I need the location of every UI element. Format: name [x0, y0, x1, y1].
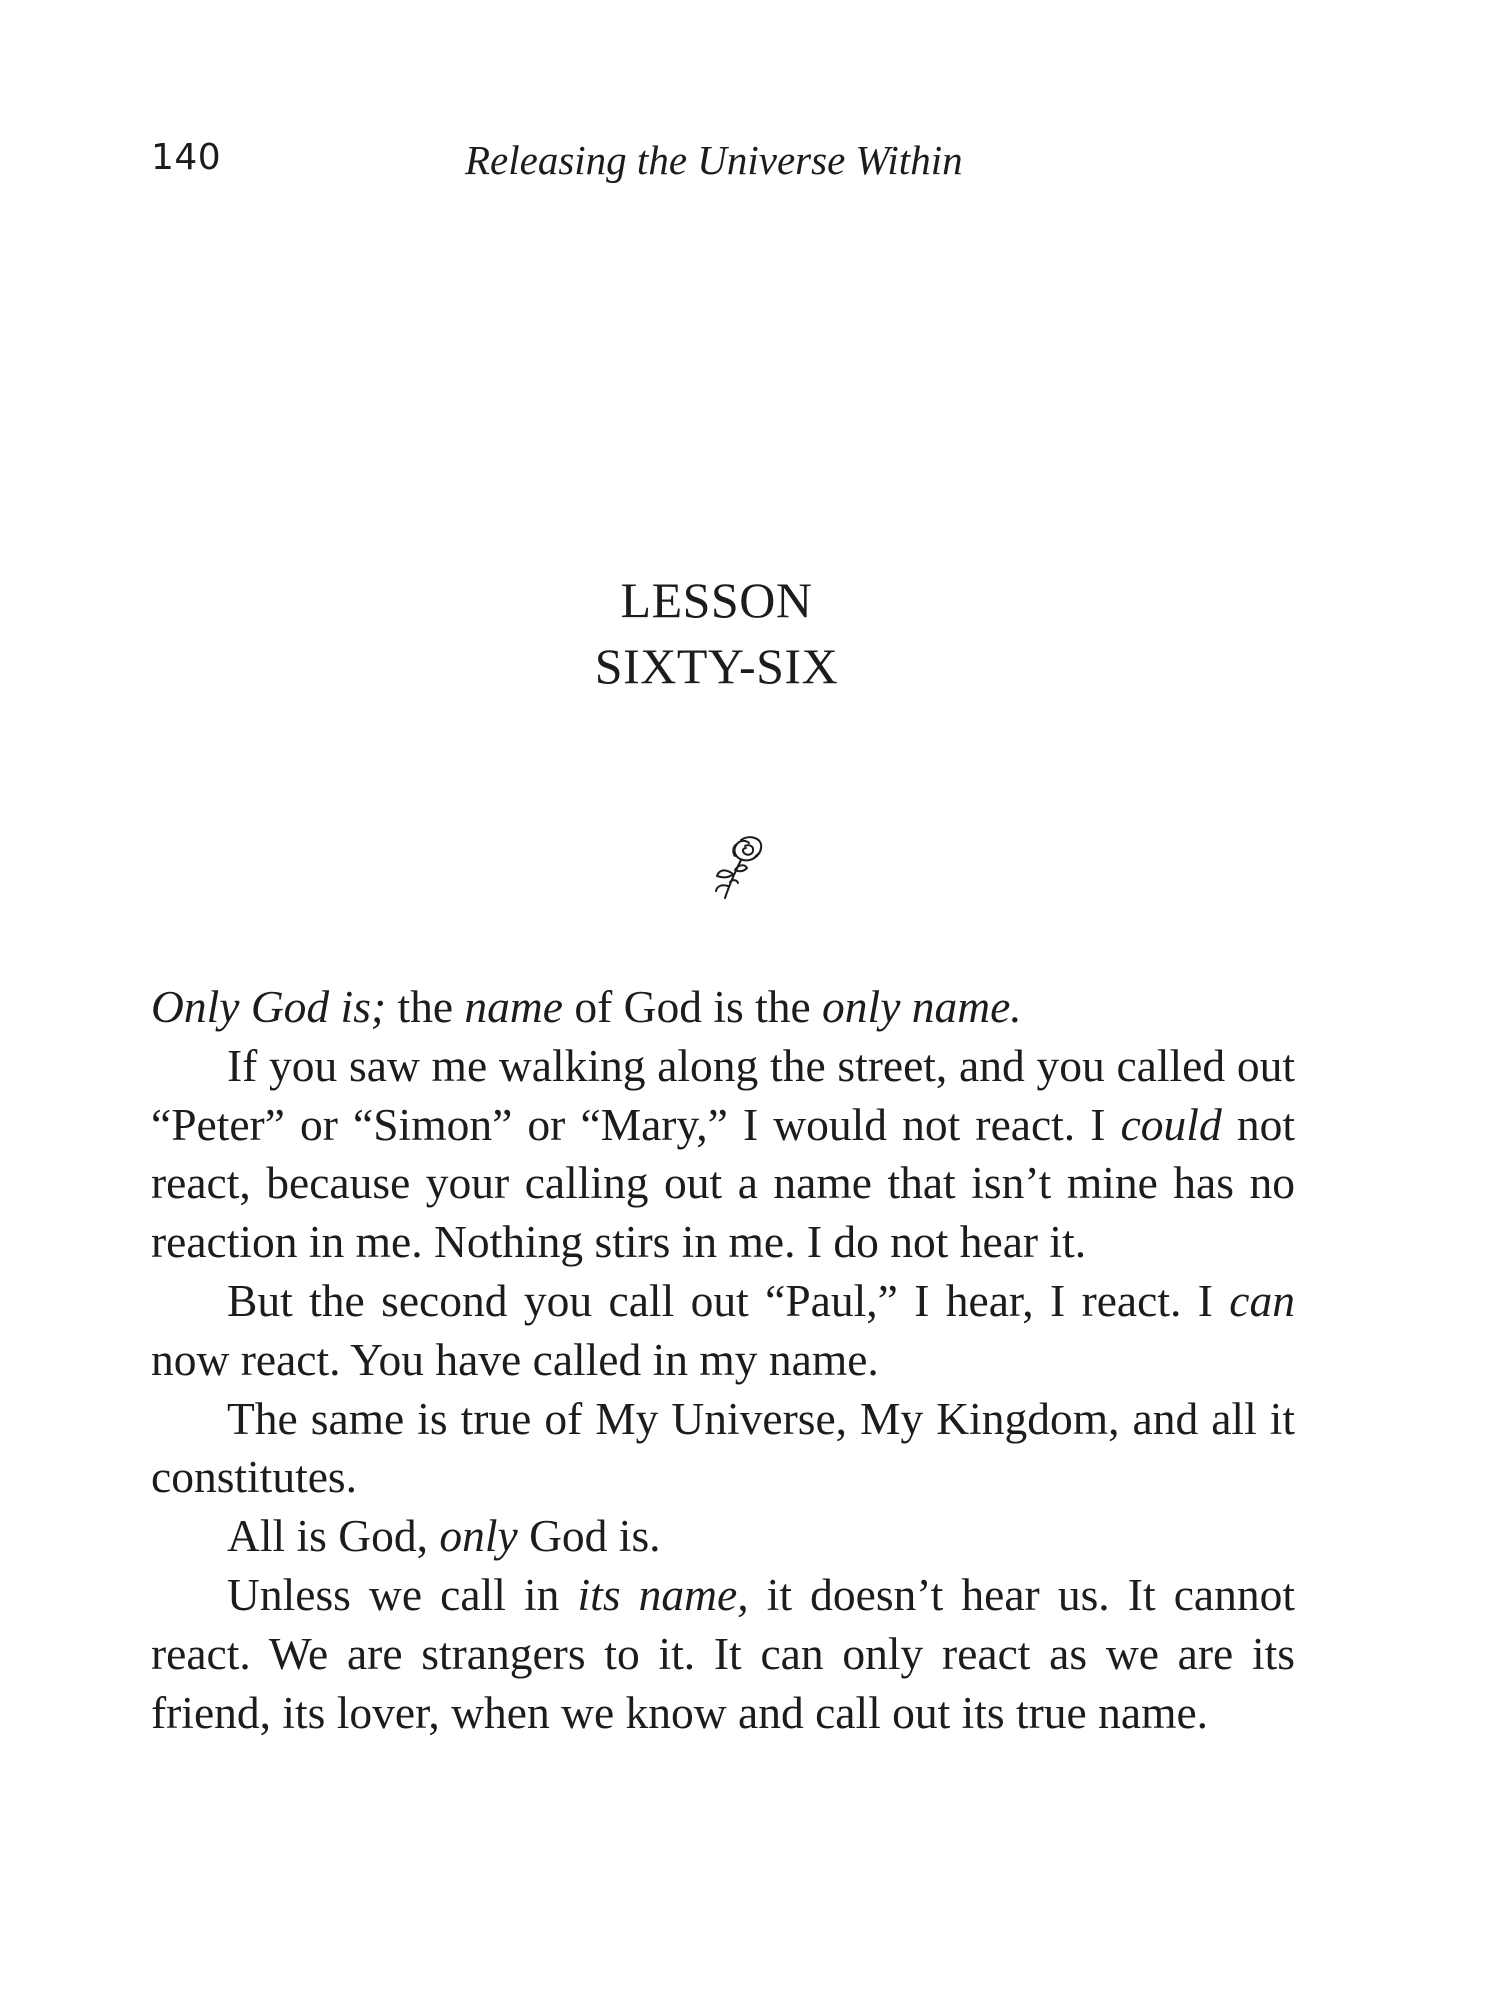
- paragraph-4: [151, 1390, 1295, 1508]
- text-span: can: [1229, 1274, 1295, 1326]
- text-span: not react, because your calling out a name that isn’t mine has no reaction in me. Nothing stirs in me. I do not hear it.: [151, 1098, 1295, 1268]
- paragraph-3: [151, 1272, 1295, 1390]
- text-span: now react. You have called in my name.: [151, 1333, 879, 1385]
- text-span: name: [464, 981, 563, 1032]
- body-text: [151, 978, 1295, 1742]
- text-span: The same is true of My Universe, My Kingdom, and all it constitutes.: [151, 1392, 1295, 1503]
- running-title: Releasing the Universe Within: [465, 137, 963, 183]
- lesson-heading-line1: LESSON: [620, 572, 813, 628]
- rose-icon: [711, 832, 767, 900]
- paragraph-1: [151, 978, 1295, 1037]
- paragraph-5: [151, 1507, 1295, 1566]
- text-span: But the second you call out “Paul,” I hear, I react. I: [227, 1274, 1230, 1326]
- text-span: only name.: [822, 981, 1022, 1032]
- paragraph-2: [151, 1037, 1295, 1272]
- page-number: 140: [151, 137, 222, 178]
- text-span: Unless we call in: [227, 1568, 578, 1620]
- text-span: only: [439, 1510, 518, 1562]
- text-span: of God is the: [562, 981, 823, 1032]
- lesson-heading-line2: SIXTY-SIX: [594, 638, 839, 694]
- text-span: Only God is;: [151, 981, 387, 1032]
- text-span: the: [386, 981, 465, 1032]
- lesson-heading: [0, 567, 1433, 699]
- text-span: If you saw me walking along the street, and you called out “Peter” or “Simon” or “Mary,” I would not react. I: [151, 1039, 1295, 1150]
- text-span: its name,: [577, 1568, 749, 1620]
- text-span: All is God,: [227, 1510, 440, 1562]
- text-span: God is.: [517, 1510, 661, 1562]
- paragraph-6: [151, 1566, 1295, 1742]
- text-span: it doesn’t hear us. It cannot react. We are strangers to it. It can only react as we are its friend, its lover, when we know and call out its true name.: [151, 1568, 1296, 1738]
- text-span: could: [1120, 1098, 1222, 1150]
